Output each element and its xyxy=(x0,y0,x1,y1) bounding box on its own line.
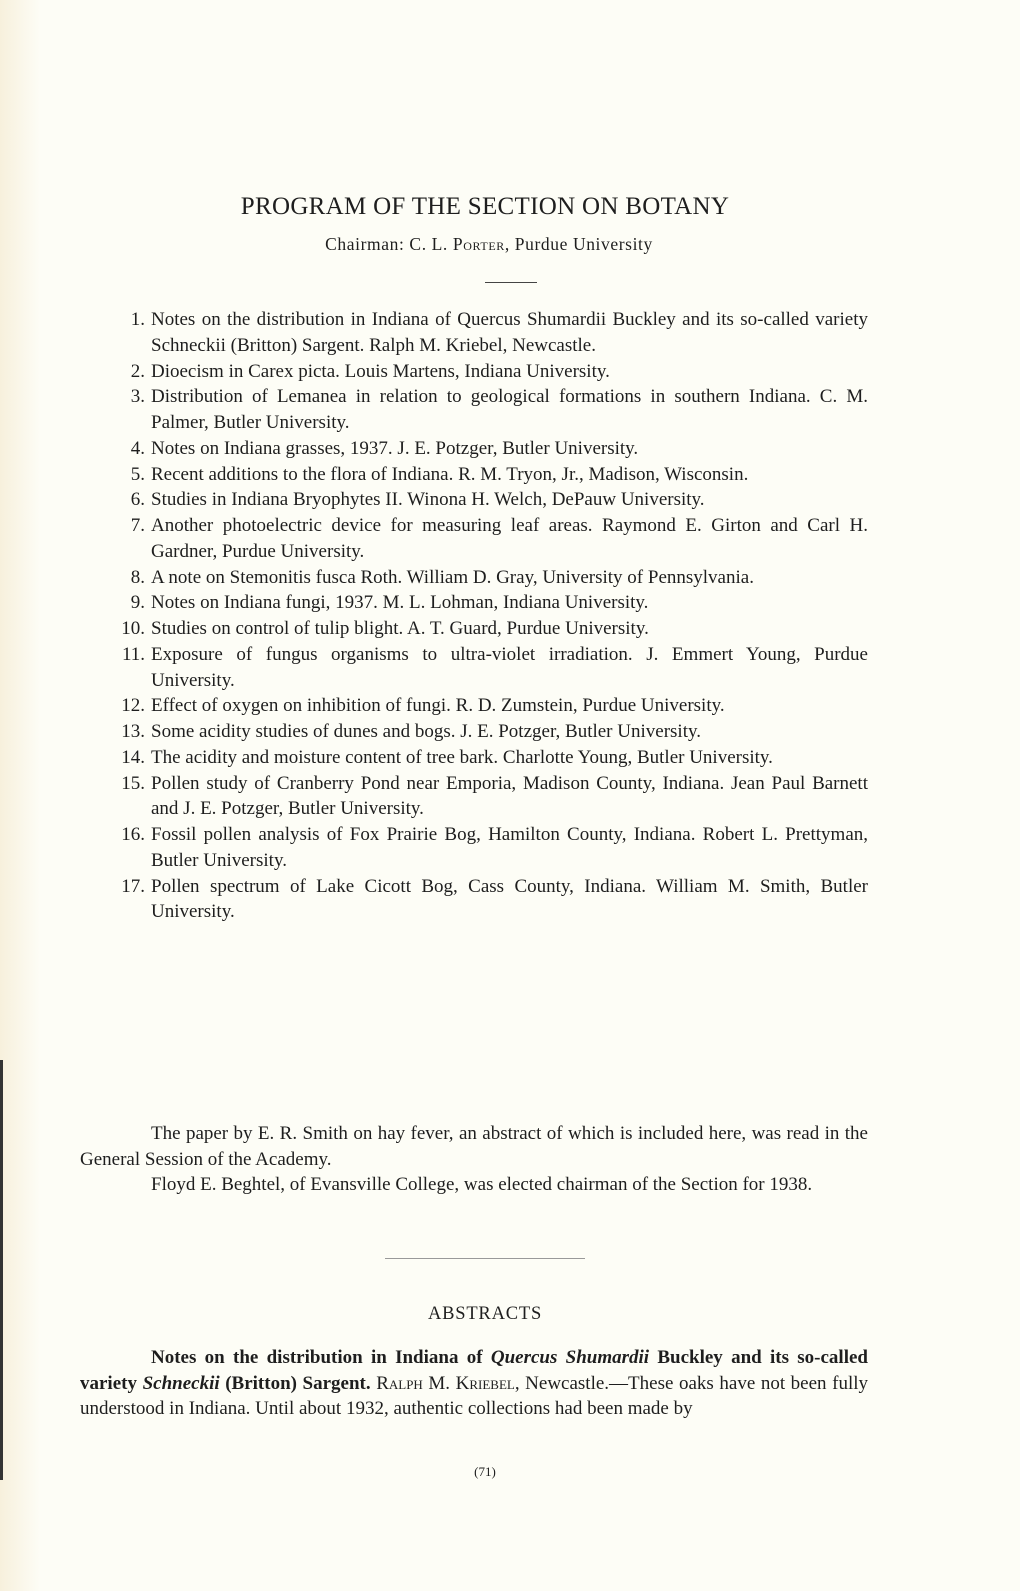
item-text: Effect of oxygen on inhibition of fungi. R. D. Zumstein, Purdue University. xyxy=(151,695,725,717)
item-number: 2. xyxy=(130,360,145,382)
item-number: 8. xyxy=(130,566,145,588)
program-item xyxy=(80,436,868,462)
item-number: 17. xyxy=(121,875,145,897)
program-list xyxy=(80,307,868,925)
abstract-body: , Newcastle.—These oaks have not been fully understood in Indiana. Until about 1932, authentic collections had been made by xyxy=(80,1372,869,1420)
item-number: 6. xyxy=(130,489,145,511)
program-item xyxy=(80,359,868,385)
program-item xyxy=(80,565,868,591)
item-text: Fossil pollen analysis of Fox Prairie Bog, Hamilton County, Indiana. Robert L. Prettyman, Butler University. xyxy=(151,824,868,871)
program-item xyxy=(80,487,868,513)
program-item xyxy=(80,693,868,719)
item-number: 16. xyxy=(121,824,145,845)
program-item xyxy=(80,642,868,694)
program-item xyxy=(80,771,868,823)
program-item xyxy=(80,822,868,874)
chairman-initials: C. L. xyxy=(409,234,448,254)
chairman-label: Chairman: xyxy=(325,234,405,254)
chairman-line xyxy=(0,234,978,255)
item-number: 7. xyxy=(130,515,145,536)
item-number: 5. xyxy=(130,463,145,485)
program-item xyxy=(80,384,868,436)
chairman-surname: Porter xyxy=(452,234,505,254)
program-item xyxy=(80,616,868,642)
title-divider xyxy=(485,282,537,283)
abstract-title-species: Quercus Shumardii xyxy=(490,1347,650,1368)
item-number: 3. xyxy=(130,386,145,408)
paragraph: Floyd E. Beghtel, of Evansville College, was elected chairman of the Section for 1938. xyxy=(151,1174,813,1195)
notes-paragraphs xyxy=(80,1121,868,1198)
item-text: Some acidity studies of dunes and bogs. J. E. Potzger, Butler University. xyxy=(151,721,701,742)
program-item xyxy=(80,307,868,359)
page-title: PROGRAM OF THE SECTION ON BOTANY xyxy=(240,193,730,220)
abstract-title-part: Buckley and its so-called variety xyxy=(80,1347,868,1394)
item-text: Another photoelectric device for measuring leaf areas. Raymond E. Girton and Carl H. Gardner, Purdue University. xyxy=(151,515,868,562)
item-text: Studies on control of tulip blight. A. T. Guard, Purdue University. xyxy=(151,618,649,639)
item-number: 15. xyxy=(121,772,145,794)
section-divider xyxy=(385,1258,585,1259)
abstract-title-variety: Schneckii xyxy=(142,1372,220,1394)
item-text: Studies in Indiana Bryophytes II. Winona H. Welch, DePauw University. xyxy=(151,489,705,511)
item-text: Exposure of fungus organisms to ultra-violet irradiation. J. Emmert Young, Purdue University. xyxy=(151,643,868,691)
item-text: Notes on the distribution in Indiana of Quercus Shumardii Buckley and its so-called variety Schneckii (Britton) Sargent. Ralph M. Kriebel, Newcastle. xyxy=(151,309,868,356)
program-item xyxy=(80,462,868,488)
item-text: A note on Stemonitis fusca Roth. William D. Gray, University of Pennsylvania. xyxy=(151,566,754,588)
abstracts-heading: ABSTRACTS xyxy=(427,1304,543,1324)
item-text: Distribution of Lemanea in relation to geological formations in southern Indiana. C. M. Palmer, Butler University. xyxy=(151,386,868,433)
item-number: 9. xyxy=(130,592,145,614)
abstract-paragraph xyxy=(80,1345,868,1422)
program-item xyxy=(80,719,868,745)
item-number: 4. xyxy=(130,437,145,459)
page-number: (71) xyxy=(474,1464,496,1479)
chairman-affiliation: , Purdue University xyxy=(504,234,653,254)
item-number: 13. xyxy=(121,721,145,742)
item-text: Notes on Indiana grasses, 1937. J. E. Potzger, Butler University. xyxy=(151,437,639,459)
item-number: 12. xyxy=(121,695,145,717)
program-item xyxy=(80,513,868,565)
item-number: 14. xyxy=(121,746,145,768)
program-item xyxy=(80,745,868,771)
paragraph: The paper by E. R. Smith on hay fever, an abstract of which is included here, was read in the General Session of the Academy. xyxy=(80,1123,868,1170)
item-text: The acidity and moisture content of tree bark. Charlotte Young, Butler University. xyxy=(151,746,773,768)
item-number: 10. xyxy=(121,618,145,639)
program-item xyxy=(80,874,868,926)
program-item xyxy=(80,590,868,616)
item-text: Recent additions to the flora of Indiana. R. M. Tryon, Jr., Madison, Wisconsin. xyxy=(151,463,749,485)
item-text: Pollen spectrum of Lake Cicott Bog, Cass County, Indiana. William M. Smith, Butler University. xyxy=(151,875,868,923)
binding-edge-line xyxy=(0,1060,3,1480)
item-text: Dioecism in Carex picta. Louis Martens, Indiana University. xyxy=(151,360,610,382)
abstract-title-part: Notes on the distribution in Indiana of xyxy=(151,1347,491,1368)
item-text: Pollen study of Cranberry Pond near Emporia, Madison County, Indiana. Jean Paul Barnett and J. E. Potzger, Butler University. xyxy=(151,772,868,820)
abstract-author: Ralph M. Kriebel xyxy=(376,1372,515,1394)
item-text: Notes on Indiana fungi, 1937. M. L. Lohman, Indiana University. xyxy=(151,592,649,614)
abstract-title-part: (Britton) Sargent. xyxy=(219,1372,371,1394)
item-number: 11. xyxy=(121,643,145,665)
item-number: 1. xyxy=(130,309,145,330)
